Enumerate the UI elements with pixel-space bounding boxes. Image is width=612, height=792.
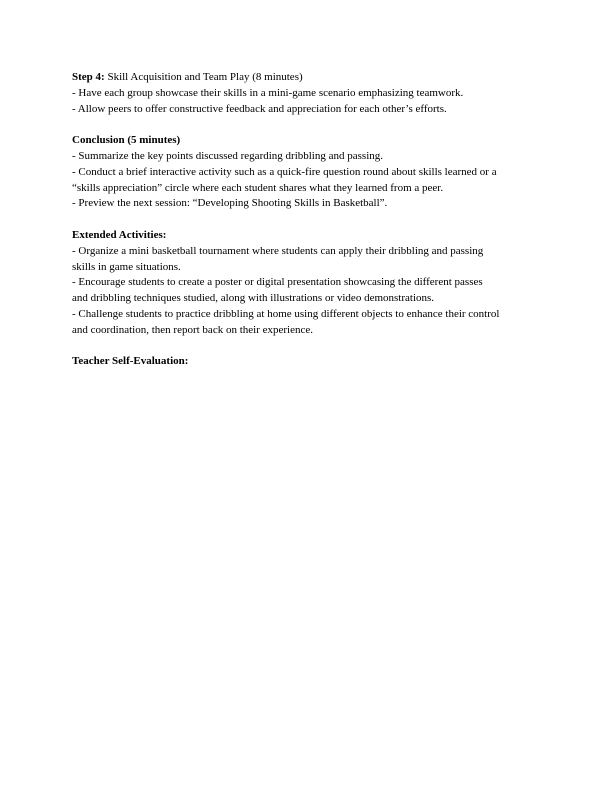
self-evaluation-section bbox=[72, 354, 552, 370]
extended-activities-section bbox=[72, 228, 552, 339]
extended-activity-item: - Organize a mini basketball tournament where students can apply their dribbling and passing bbox=[72, 244, 484, 257]
extended-activity-item: - Challenge students to practice dribbling at home using different objects to enhance their control bbox=[72, 307, 500, 320]
step4-heading-label: Step 4: bbox=[72, 71, 105, 83]
conclusion-section bbox=[72, 133, 552, 212]
extended-activity-item: and dribbling techniques studied, along with illustrations or video demonstrations. bbox=[72, 292, 435, 305]
conclusion-item: “skills appreciation” circle where each student shares what they learned from a peer. bbox=[72, 181, 444, 194]
step4-heading bbox=[72, 70, 552, 86]
document-page bbox=[72, 70, 552, 370]
step4-section bbox=[72, 70, 552, 117]
step4-item: - Have each group showcase their skills in a mini-game scenario emphasizing teamwork. bbox=[72, 86, 464, 99]
conclusion-item: - Summarize the key points discussed regarding dribbling and passing. bbox=[72, 149, 383, 162]
paragraph-spacer bbox=[72, 212, 552, 228]
extended-activity-item: - Encourage students to create a poster or digital presentation showcasing the different passes bbox=[72, 276, 483, 289]
conclusion-item: - Preview the next session: “Developing Shooting Skills in Basketball”. bbox=[72, 197, 388, 210]
step4-heading-text: Skill Acquisition and Team Play (8 minutes) bbox=[104, 71, 303, 83]
extended-activities-heading: Extended Activities: bbox=[72, 228, 167, 241]
self-evaluation-heading: Teacher Self-Evaluation: bbox=[72, 355, 189, 368]
extended-activity-item: skills in game situations. bbox=[72, 260, 181, 273]
paragraph-spacer bbox=[72, 117, 552, 133]
paragraph-spacer bbox=[72, 339, 552, 355]
conclusion-heading: Conclusion (5 minutes) bbox=[72, 134, 181, 147]
conclusion-item: - Conduct a brief interactive activity such as a quick-fire question round about skills learned or a bbox=[72, 165, 497, 178]
step4-item: - Allow peers to offer constructive feedback and appreciation for each other’s efforts. bbox=[72, 102, 447, 115]
extended-activity-item: and coordination, then report back on their experience. bbox=[72, 323, 313, 336]
